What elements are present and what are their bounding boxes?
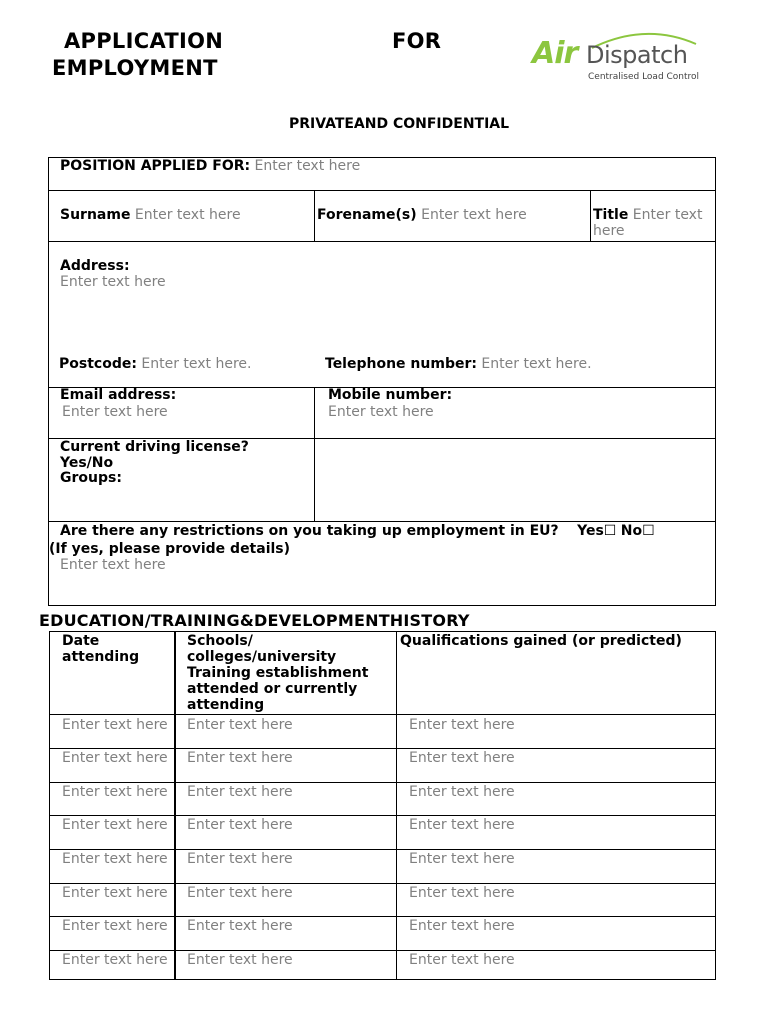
col-header-schools (187, 633, 368, 713)
driving-license-question: Current driving license? (60, 439, 249, 455)
no-option-label: No (620, 523, 643, 539)
edu-row-6-date[interactable]: Enter text here (62, 885, 168, 901)
edu-row-3-school[interactable]: Enter text here (187, 784, 293, 800)
surname-field (60, 207, 241, 223)
edu-row-2-qualification[interactable]: Enter text here (409, 750, 515, 766)
edu-row-6-qualification[interactable]: Enter text here (409, 885, 515, 901)
mobile-field (328, 387, 452, 403)
driving-yes-no: Yes/No (60, 455, 114, 471)
no-checkbox[interactable]: ☐ (642, 523, 655, 539)
position-input[interactable]: Enter text here (254, 158, 361, 174)
col-header-date-line1: Date (62, 633, 100, 649)
col-header-schools-line4: attended or currently (187, 681, 358, 697)
restrictions-question: Are there any restrictions on you taking up employment in EU? (60, 523, 559, 539)
yes-checkbox[interactable]: ☐ (603, 523, 617, 539)
edu-row-8-date[interactable]: Enter text here (62, 952, 168, 968)
edu-row-4-date[interactable]: Enter text here (62, 817, 168, 833)
edu-row-1-date[interactable]: Enter text here (62, 717, 168, 733)
edu-row-5-school[interactable]: Enter text here (187, 851, 293, 867)
edu-row-1-school[interactable]: Enter text here (187, 717, 293, 733)
edu-row-4-qualification[interactable]: Enter text here (409, 817, 515, 833)
edu-row-5-date[interactable]: Enter text here (62, 851, 168, 867)
edu-row-2-date[interactable]: Enter text here (62, 750, 168, 766)
title-employment: EMPLOYMENT (52, 56, 218, 80)
postcode-field (59, 356, 252, 372)
forename-label: Forename(s) (317, 207, 417, 223)
col-header-schools-line3: Training establishment (187, 665, 369, 681)
logo-dispatch-text: Dispatch (586, 41, 688, 69)
edu-row-5-qualification[interactable]: Enter text here (409, 851, 515, 867)
telephone-label: Telephone number: (325, 356, 477, 372)
mobile-label: Mobile number: (328, 387, 453, 403)
edu-row-7-school[interactable]: Enter text here (187, 918, 293, 934)
col-header-date-line2: attending (62, 649, 140, 665)
edu-row-3-date[interactable]: Enter text here (62, 784, 168, 800)
confidential-subtitle: PRIVATEAND CONFIDENTIAL (288, 116, 510, 132)
col-header-schools-line5: attending (187, 697, 265, 713)
col-header-qualifications: Qualifications gained (or predicted) (400, 633, 682, 649)
col-header-date (62, 633, 139, 665)
col-header-schools-line1: Schools/ (187, 633, 253, 649)
edu-row-2-school[interactable]: Enter text here (187, 750, 293, 766)
restrictions-row (60, 523, 655, 539)
forename-field (317, 207, 527, 223)
surname-input[interactable]: Enter text here (134, 207, 241, 223)
edu-row-3-qualification[interactable]: Enter text here (409, 784, 515, 800)
email-input[interactable]: Enter text here (62, 404, 168, 420)
edu-row-8-qualification[interactable]: Enter text here (409, 952, 515, 968)
postcode-label: Postcode: (59, 356, 137, 372)
position-field (60, 158, 360, 174)
yes-option-label: Yes (577, 523, 604, 539)
title-label: Title (593, 207, 629, 223)
education-heading: EDUCATION/TRAINING&DEVELOPMENTHISTORY (39, 611, 470, 630)
address-label: Address: (60, 258, 130, 274)
email-label: Email address: (60, 387, 177, 403)
surname-label: Surname (60, 207, 131, 223)
edu-row-7-date[interactable]: Enter text here (62, 918, 168, 934)
forename-input[interactable]: Enter text here (421, 207, 527, 223)
logo-air-text: Air (532, 36, 578, 71)
title-field (593, 207, 713, 239)
position-label: POSITION APPLIED FOR: (60, 158, 251, 174)
edu-row-1-qualification[interactable]: Enter text here (409, 717, 515, 733)
title-for: FOR (392, 29, 442, 53)
edu-row-7-qualification[interactable]: Enter text here (409, 918, 515, 934)
edu-row-4-school[interactable]: Enter text here (187, 817, 293, 833)
title-input[interactable]: Enter text (632, 207, 703, 223)
address-field (60, 258, 166, 290)
edu-row-6-school[interactable]: Enter text here (187, 885, 293, 901)
col-header-schools-line2: colleges/university (187, 649, 337, 665)
postcode-input[interactable]: Enter text here. (141, 356, 252, 372)
driving-groups: Groups: (60, 470, 122, 486)
telephone-field (325, 356, 592, 372)
email-field (60, 387, 176, 403)
mobile-input[interactable]: Enter text here (328, 404, 434, 420)
title-application: APPLICATION (64, 29, 224, 53)
logo-tagline: Centralised Load Control (588, 72, 700, 82)
title-input-wrap[interactable]: here (593, 223, 625, 239)
edu-row-8-school[interactable]: Enter text here (187, 952, 293, 968)
telephone-input[interactable]: Enter text here. (481, 356, 592, 372)
airdispatch-logo (530, 28, 700, 88)
address-input[interactable]: Enter text here (60, 274, 166, 290)
restrictions-note: (If yes, please provide details) (49, 541, 291, 557)
restrictions-input[interactable]: Enter text here (60, 557, 166, 573)
